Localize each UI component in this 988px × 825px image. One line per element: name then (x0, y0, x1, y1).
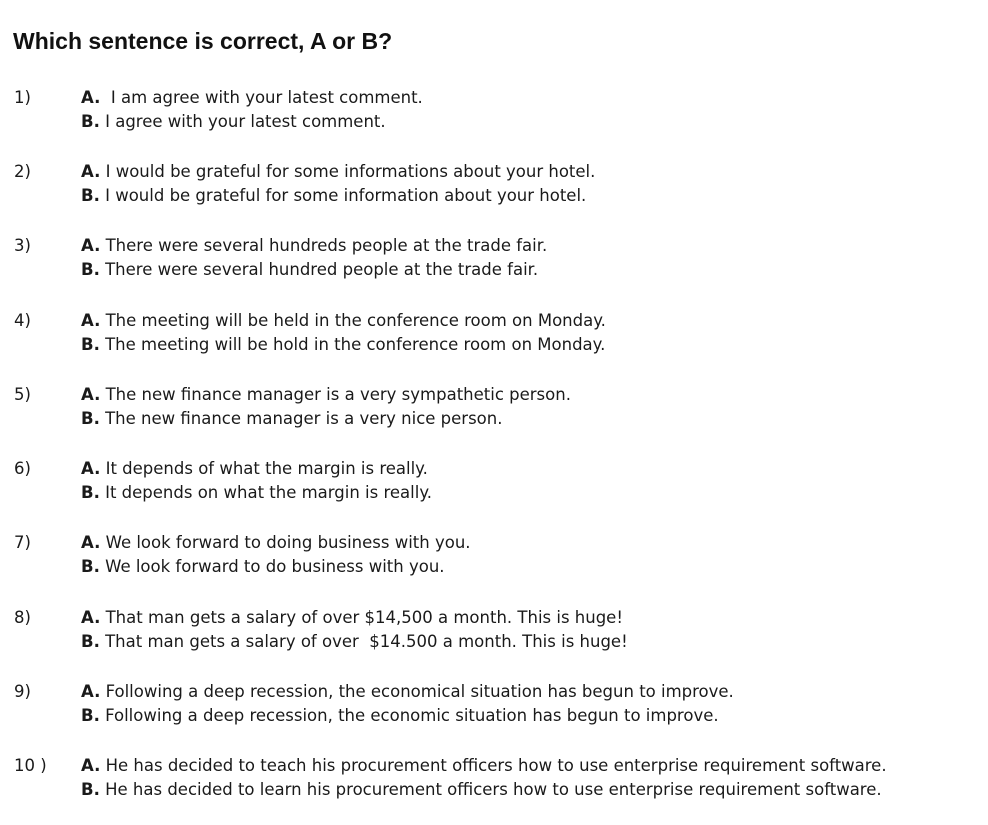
option-letter: A. (81, 88, 101, 107)
option-letter: B. (81, 335, 100, 354)
option-b (81, 333, 605, 357)
option-letter: B. (81, 632, 100, 651)
option-letter: A. (81, 608, 101, 627)
option-text: The new finance manager is a very nice person. (99, 409, 503, 428)
option-text: I am agree with your latest comment. (100, 88, 423, 107)
option-letter: B. (81, 409, 100, 428)
option-text: I agree with your latest comment. (99, 112, 386, 131)
question-1 (0, 86, 988, 136)
option-a (81, 86, 423, 110)
option-text: He has decided to learn his procurement officers how to use enterprise requirement software. (99, 780, 882, 799)
option-text: Following a deep recession, the economic situation has begun to improve. (99, 706, 719, 725)
question-number: 2) (14, 162, 31, 181)
option-a (81, 383, 571, 407)
option-text: There were several hundreds people at the trade fair. (100, 236, 548, 255)
option-text: He has decided to teach his procurement officers how to use enterprise requirement software. (100, 756, 887, 775)
option-letter: B. (81, 557, 100, 576)
option-b (81, 481, 432, 505)
option-letter: A. (81, 311, 101, 330)
question-7 (0, 531, 988, 581)
question-number: 8) (14, 608, 31, 627)
question-number: 5) (14, 385, 31, 404)
option-a (81, 234, 547, 258)
question-number: 7) (14, 533, 31, 552)
option-letter: B. (81, 780, 100, 799)
option-b (81, 258, 538, 282)
question-4 (0, 309, 988, 359)
option-a (81, 754, 887, 778)
option-text: That man gets a salary of over $14,500 a month. This is huge! (100, 608, 623, 627)
option-a (81, 457, 428, 481)
option-text: The meeting will be hold in the conference room on Monday. (99, 335, 606, 354)
option-text: There were several hundred people at the trade fair. (99, 260, 539, 279)
option-a (81, 309, 606, 333)
question-8 (0, 606, 988, 656)
option-letter: A. (81, 236, 101, 255)
question-9 (0, 680, 988, 730)
option-letter: A. (81, 533, 101, 552)
option-letter: A. (81, 162, 101, 181)
question-number: 10 ) (14, 756, 47, 775)
option-b (81, 630, 628, 654)
option-a (81, 160, 595, 184)
option-text: I would be grateful for some informations about your hotel. (100, 162, 596, 181)
option-text: Following a deep recession, the economical situation has begun to improve. (100, 682, 734, 701)
option-letter: B. (81, 260, 100, 279)
option-letter: A. (81, 385, 101, 404)
option-letter: B. (81, 483, 100, 502)
option-b (81, 184, 586, 208)
question-10 (0, 754, 988, 804)
option-letter: A. (81, 756, 101, 775)
question-number: 1) (14, 88, 31, 107)
option-letter: A. (81, 459, 101, 478)
option-b (81, 555, 445, 579)
option-letter: B. (81, 112, 100, 131)
option-b (81, 704, 719, 728)
option-text: The meeting will be held in the conference room on Monday. (100, 311, 606, 330)
option-letter: B. (81, 706, 100, 725)
question-number: 9) (14, 682, 31, 701)
page-title: Which sentence is correct, A or B? (13, 28, 393, 54)
option-text: That man gets a salary of over $14.500 a month. This is huge! (99, 632, 628, 651)
option-b (81, 110, 386, 134)
question-number: 3) (14, 236, 31, 255)
question-5 (0, 383, 988, 433)
option-text: It depends on what the margin is really. (99, 483, 432, 502)
option-text: I would be grateful for some information about your hotel. (99, 186, 587, 205)
question-6 (0, 457, 988, 507)
question-number: 4) (14, 311, 31, 330)
question-2 (0, 160, 988, 210)
option-text: The new finance manager is a very sympathetic person. (100, 385, 571, 404)
option-text: We look forward to do business with you. (99, 557, 445, 576)
option-b (81, 778, 882, 802)
option-text: It depends of what the margin is really. (100, 459, 428, 478)
option-b (81, 407, 502, 431)
option-a (81, 531, 471, 555)
option-letter: B. (81, 186, 100, 205)
option-text: We look forward to doing business with you. (100, 533, 471, 552)
option-a (81, 680, 734, 704)
question-3 (0, 234, 988, 284)
option-a (81, 606, 623, 630)
question-number: 6) (14, 459, 31, 478)
option-letter: A. (81, 682, 101, 701)
